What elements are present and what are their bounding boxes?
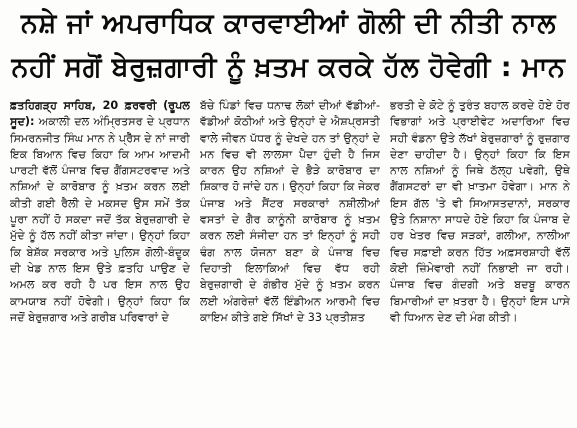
headline — [4, 2, 573, 94]
article-paragraph-1 — [10, 98, 190, 326]
column-1-text: ਅਕਾਲੀ ਦਲ ਅੰਮ੍ਰਿਤਸਰ ਦੇ ਪ੍ਰਧਾਨ ਸਿਮਰਨਜੀਤ ਸਿੰਘ ਮਾਨ ਨੇ ਪ੍ਰੈੱਸ ਦੇ ਨਾਂ ਜਾਰੀ ਇਕ ਬਿਆਨ ਵਿਚ ਕਿਹਾ ਕਿ ਆਮ ਆਦਮੀ ਪਾਰਟੀ ਵੱਲੋਂ ਪੰਜਾਬ ਵਿਚ ਗੈਂਗਸਟਰਵਾਦ ਅਤੇ ਨਸ਼ਿਆਂ ਦੇ ਕਾਰੋਬਾਰ ਨੂੰ ਖ਼ਤਮ ਕਰਨ ਲਈ ਕੀਤੀ ਗਈ ਰੈਲੀ ਦੇ ਮਕਸਦ ਉਸ ਸਮੇਂ ਤੱਕ ਪੂਰਾ ਨਹੀਂ ਹੋ ਸਕਦਾ ਜਦੋਂ ਤੱਕ ਬੇਰੁਜ਼ਗਾਰੀ ਦੇ ਮੁੱਦੇ ਨੂੰ ਹੱਲ ਨਹੀਂ ਕੀਤਾ ਜਾਂਦਾ। ਉਨ੍ਹਾਂ ਕਿਹਾ ਕਿ ਬੇਸ਼ੱਕ ਸਰਕਾਰ ਅਤੇ ਪੁਲਿਸ ਗੋਲੀ-ਬੰਦੂਕ ਦੀ ਖੇਡ ਨਾਲ ਇਸ ਉਤੇ ਫ਼ਤਹਿ ਪਾਉਣ ਦੇ ਅਮਲ ਕਰ ਰਹੀ ਹੈ ਪਰ ਇਸ ਨਾਲ ਉਹ ਕਾਮਯਾਬ ਨਹੀਂ ਹੋਵੇਗੀ। ਉਨ੍ਹਾਂ ਕਿਹਾ ਕਿ ਜਦੋਂ ਬੇਰੁਜ਼ਗਾਰ ਅਤੇ ਗਰੀਬ ਪਰਿਵਾਰਾਂ ਦੇ — [10, 115, 190, 324]
column-2-text: ਬੱਚੇ ਪਿੰਡਾਂ ਵਿਚ ਧਨਾਢ ਲੋਕਾਂ ਦੀਆਂ ਵੱਡੀਆਂ-ਵੱਡੀਆਂ ਕੋਠੀਆਂ ਅਤੇ ਉਨ੍ਹਾਂ ਦੇ ਐਸ਼ਪ੍ਰਸਤੀ ਵਾਲੇ ਜੀਵਨ ਪੱਧਰ ਨੂੰ ਦੇਖਦੇ ਹਨ ਤਾਂ ਉਨ੍ਹਾਂ ਦੇ ਮਨ ਵਿਚ ਵੀ ਲਾਲਸਾ ਪੈਦਾ ਹੁੰਦੀ ਹੈ ਜਿਸ ਕਾਰਨ ਉਹ ਨਸ਼ਿਆਂ ਦੇ ਭੈੜੇ ਕਾਰੋਬਾਰ ਦਾ ਸ਼ਿਕਾਰ ਹੋ ਜਾਂਦੇ ਹਨ। ਉਨ੍ਹਾਂ ਕਿਹਾ ਕਿ ਜੇਕਰ ਪੰਜਾਬ ਅਤੇ ਸੈਂਟਰ ਸਰਕਾਰਾਂ ਨਸ਼ੀਲੀਆਂ ਵਸਤਾਂ ਦੇ ਗੈਰ ਕਾਨੂੰਨੀ ਕਾਰੋਬਾਰ ਨੂੰ ਖ਼ਤਮ ਕਰਨ ਲਈ ਸੰਜੀਦਾ ਹਨ ਤਾਂ ਇਨ੍ਹਾਂ ਨੂੰ ਸਹੀ ਢੰਗ ਨਾਲ ਯੋਜਨਾ ਬਣਾ ਕੇ ਪੰਜਾਬ ਵਿਚ ਦਿਹਾਤੀ ਇਲਾਕਿਆਂ ਵਿਚ ਵੱਧ ਰਹੀ ਬੇਰੁਜ਼ਗਾਰੀ ਦੇ ਗੰਭੀਰ ਮੁੱਦੇ ਨੂੰ ਖ਼ਤਮ ਕਰਨ ਲਈ ਅੰਗਰੇਜ਼ਾਂ ਵੱਲੋਂ ਇੰਡੀਅਨ ਆਰਮੀ ਵਿਚ ਕਾਇਮ ਕੀਤੇ ਗਏ ਸਿੱਖਾਂ ਦੇ 33 ਪ੍ਰਤੀਸ਼ਤ — [200, 99, 380, 324]
headline-line-2: ਨਹੀਂ ਸਗੋਂ ਬੇਰੁਜ਼ਗਾਰੀ ਨੂੰ ਖ਼ਤਮ ਕਰਕੇ ਹੱਲ ਹੋਵੇਗੀ : ਮਾਨ — [11, 52, 566, 83]
column-3-text: ਭਰਤੀ ਦੇ ਕੋਟੇ ਨੂੰ ਤੁਰੰਤ ਬਹਾਲ ਕਰਦੇ ਹੋਏ ਹੋਰ ਵਿਭਾਗਾਂ ਅਤੇ ਪ੍ਰਾਈਵੇਟ ਅਦਾਰਿਆ ਵਿਚ ਸਹੀ ਵੰਡਨਾ ਉਤੇ ਲੱਖਾਂ ਬੇਰੁਜ਼ਗਾਰਾਂ ਨੂੰ ਰੁਜ਼ਗਾਰ ਦੇਣਾ ਚਾਹੀਦਾ ਹੈ। ਉਨ੍ਹਾਂ ਕਿਹਾ ਕਿ ਇਸ ਨਾਲ ਨਸ਼ਿਆਂ ਨੂੰ ਜਿਥੇ ਠੱਲ੍ਹ ਪਵੇਗੀ, ਉਥੇ ਗੈਂਗਸਟਰਾਂ ਦਾ ਵੀ ਖ਼ਾਤਮਾ ਹੋਵੇਗਾ। ਮਾਨ ਨੇ ਇਸ ਗੱਲ 'ਤੇ ਵੀ ਸਿਆਸਤਦਾਨਾਂ, ਸਰਕਾਰ ਉਤੇ ਨਿਸ਼ਾਨਾ ਸਾਧਦੇ ਹੋਏ ਕਿਹਾ ਕਿ ਪੰਜਾਬ ਦੇ ਹਰ ਖੇਤਰ ਵਿਚ ਸੜਕਾਂ, ਗਲੀਆ, ਨਾਲੀਆ ਵਿਚ ਸਫ਼ਾਈ ਕਰਨ ਹਿੱਤ ਅਫ਼ਸਰਸ਼ਾਹੀ ਵੱਲੋਂ ਕੋਈ ਜ਼ਿੰਮੇਵਾਰੀ ਨਹੀਂ ਨਿਭਾਈ ਜਾ ਰਹੀ। ਪੰਜਾਬ ਵਿਚ ਗੰਦਗੀ ਅਤੇ ਬਦਬੂ ਕਾਰਨ ਬਿਮਾਰੀਆਂ ਦਾ ਖ਼ਤਰਾ ਹੈ। ਉਨ੍ਹਾਂ ਇਸ ਪਾਸੇ ਵੀ ਧਿਆਨ ਦੇਣ ਦੀ ਮੰਗ ਕੀਤੀ। — [390, 99, 570, 324]
article-body — [10, 98, 570, 426]
article-column-3 — [390, 98, 570, 426]
article-column-1 — [10, 98, 190, 426]
headline-line-1: ਨਸ਼ੇ ਜਾਂ ਅਪਰਾਧਿਕ ਕਾਰਵਾਈਆਂ ਗੋਲੀ ਦੀ ਨੀਤੀ ਨਾਲ — [20, 8, 557, 39]
article-column-2 — [200, 98, 380, 426]
dateline: ਫ਼ਤਹਿਗੜ੍ਹ ਸਾਹਿਬ, 20 ਫ਼ਰਵਰੀ (ਰੂਪਲ ਸੂਦ): — [10, 99, 190, 129]
